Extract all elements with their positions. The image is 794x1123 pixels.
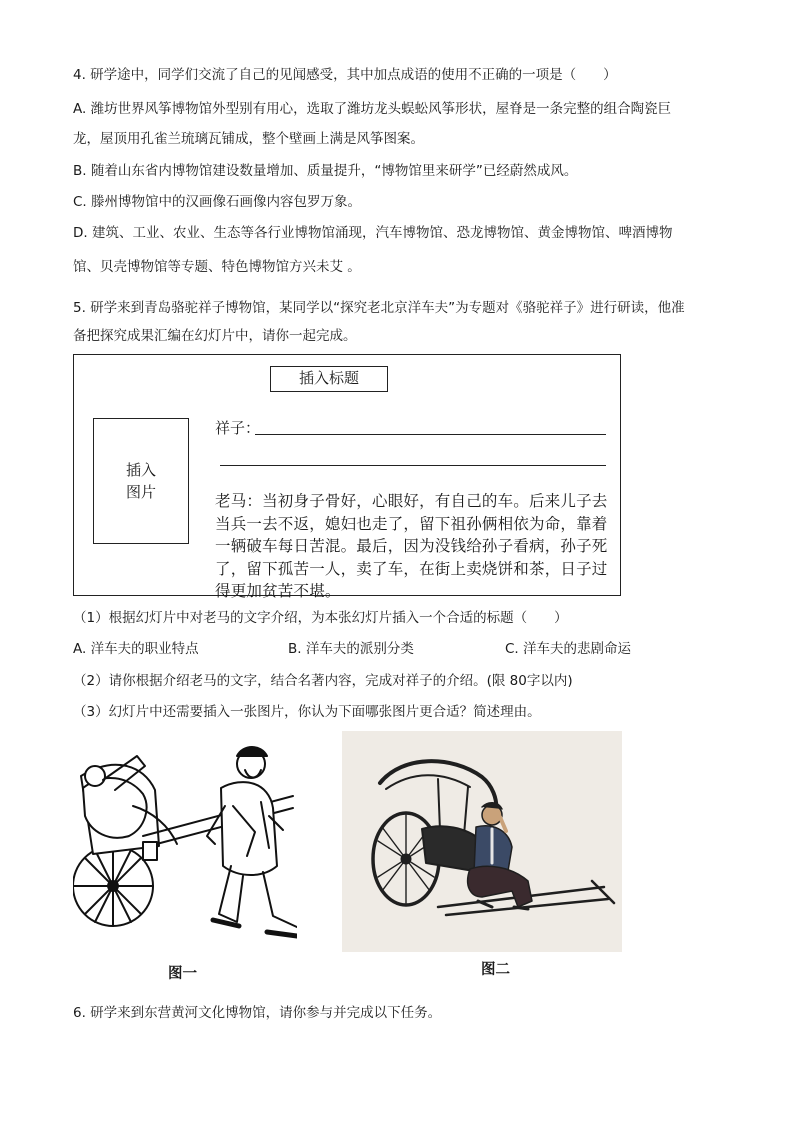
q5-sub2: （2）请你根据介绍老马的文字，结合名著内容，完成对祥子的介绍。(限 80字以内) <box>73 673 573 689</box>
answer-underline-1 <box>255 434 606 435</box>
slide-title-placeholder: 插入标题 <box>270 366 388 392</box>
q5-sub1-option-b: B. 洋车夫的派别分类 <box>288 641 414 657</box>
slide-mockup <box>73 354 621 600</box>
figure-1-rickshaw-drawing <box>73 736 297 950</box>
slide-picture-placeholder <box>93 418 189 544</box>
figure-1-caption: 图一 <box>168 966 197 982</box>
laoma-description: 老马：当初身子骨好，心眼好，有自己的车。后来儿子去当兵一去不返，媳妇也走了，留下祖孙俩相依为命，靠着一辆破车每日苦混。最后，因为没钱给孙子看病，孙子死了，留下孤苦一人，卖了车，在街上卖烧饼和茶，日子过得更加贫苦不堪。 <box>215 492 608 600</box>
xiangzi-label: 祥子： <box>215 419 261 437</box>
q5-stem-line1: 5. 研学来到青岛骆驼祥子博物馆，某同学以“探究老北京洋车夫”为专题对《骆驼祥子》进行研读，他准 <box>73 300 685 316</box>
q5-sub3: （3）幻灯片中还需要插入一张图片，你认为下面哪张图片更合适？简述理由。 <box>73 704 541 720</box>
picture-placeholder-line1: 插入 <box>125 461 156 479</box>
q4-option-d-line1: D. 建筑、工业、农业、生态等各行业博物馆涌现，汽车博物馆、恐龙博物馆、黄金博物馆、啤酒博物 <box>73 225 673 241</box>
q5-sub1: （1）根据幻灯片中对老马的文字介绍，为本张幻灯片插入一个合适的标题（ ） <box>73 610 568 626</box>
q4-option-d-line2: 馆、贝壳博物馆等专题、特色博物馆方兴未艾 。 <box>73 259 361 275</box>
q4-option-b: B. 随着山东省内博物馆建设数量增加、质量提升，“博物馆里来研学”已经蔚然成风。 <box>73 163 578 179</box>
q4-option-a-line1: A. 潍坊世界风筝博物馆外型别有用心，选取了潍坊龙头蜈蚣风筝形状，屋脊是一条完整的组合陶瓷巨 <box>73 101 672 117</box>
figure-2-caption: 图二 <box>481 962 510 978</box>
q5-sub1-option-c: C. 洋车夫的悲剧命运 <box>505 641 632 657</box>
figure-2-rickshaw-painting <box>342 731 622 952</box>
q5-sub1-option-a: A. 洋车夫的职业特点 <box>73 641 199 657</box>
q4-stem: 4. 研学途中，同学们交流了自己的见闻感受，其中加点成语的使用不正确的一项是（ ） <box>73 67 617 83</box>
picture-placeholder-line2: 图片 <box>125 483 156 501</box>
answer-underline-2 <box>220 465 606 466</box>
q5-stem-line2: 备把探究成果汇编在幻灯片中，请你一起完成。 <box>73 328 357 344</box>
q6-stem: 6. 研学来到东营黄河文化博物馆，请你参与并完成以下任务。 <box>73 1005 442 1021</box>
q4-option-c: C. 滕州博物馆中的汉画像石画像内容包罗万象。 <box>73 194 362 210</box>
q4-option-a-line2: 龙，屋顶用孔雀兰琉璃瓦铺成，整个壁画上满是风筝图案。 <box>73 131 424 147</box>
